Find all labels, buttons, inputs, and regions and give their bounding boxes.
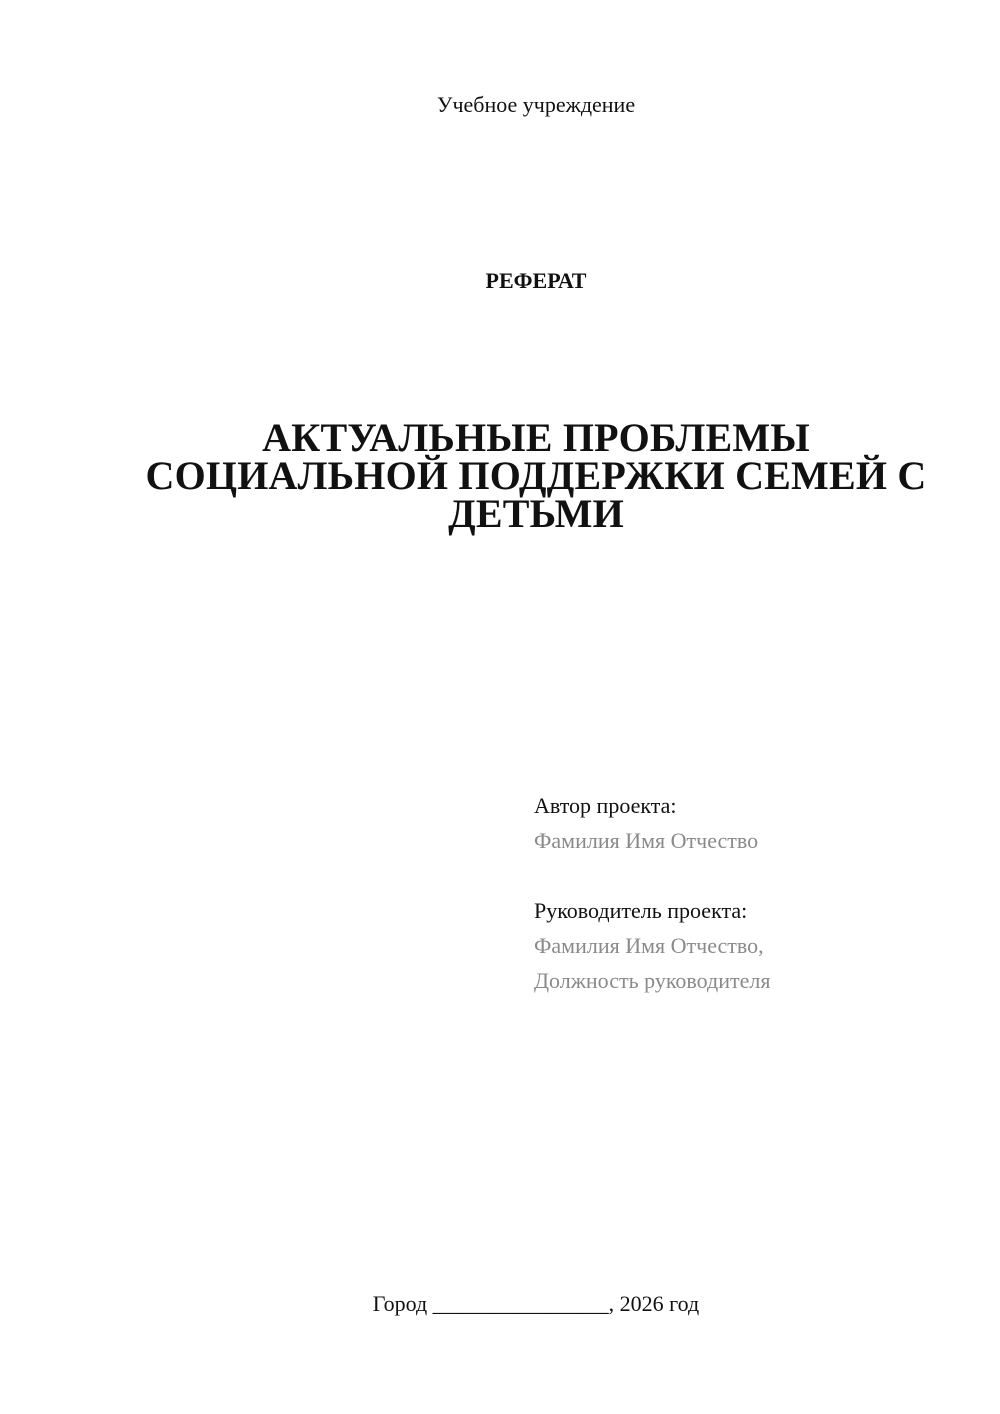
author-name: Фамилия Имя Отчество (534, 828, 759, 853)
city-year-line: Город ________________, 2026 год (372, 1291, 700, 1316)
title-line: АКТУАЛЬНЫЕ ПРОБЛЕМЫ (262, 415, 810, 460)
spacer (534, 858, 974, 893)
project-info (534, 788, 974, 998)
document-type: РЕФЕРАТ (485, 268, 587, 293)
document-title (110, 415, 962, 536)
supervisor-label: Руководитель проекта: (534, 898, 748, 923)
title-line: СОЦИАЛЬНОЙ ПОДДЕРЖКИ СЕМЕЙ С (145, 453, 927, 498)
title-line: ДЕТЬМИ (448, 491, 624, 536)
supervisor-position: Должность руководителя (534, 968, 771, 993)
author-label: Автор проекта: (534, 793, 677, 818)
institution-name: Учебное учреждение (436, 92, 636, 117)
supervisor-name: Фамилия Имя Отчество, (534, 933, 764, 958)
